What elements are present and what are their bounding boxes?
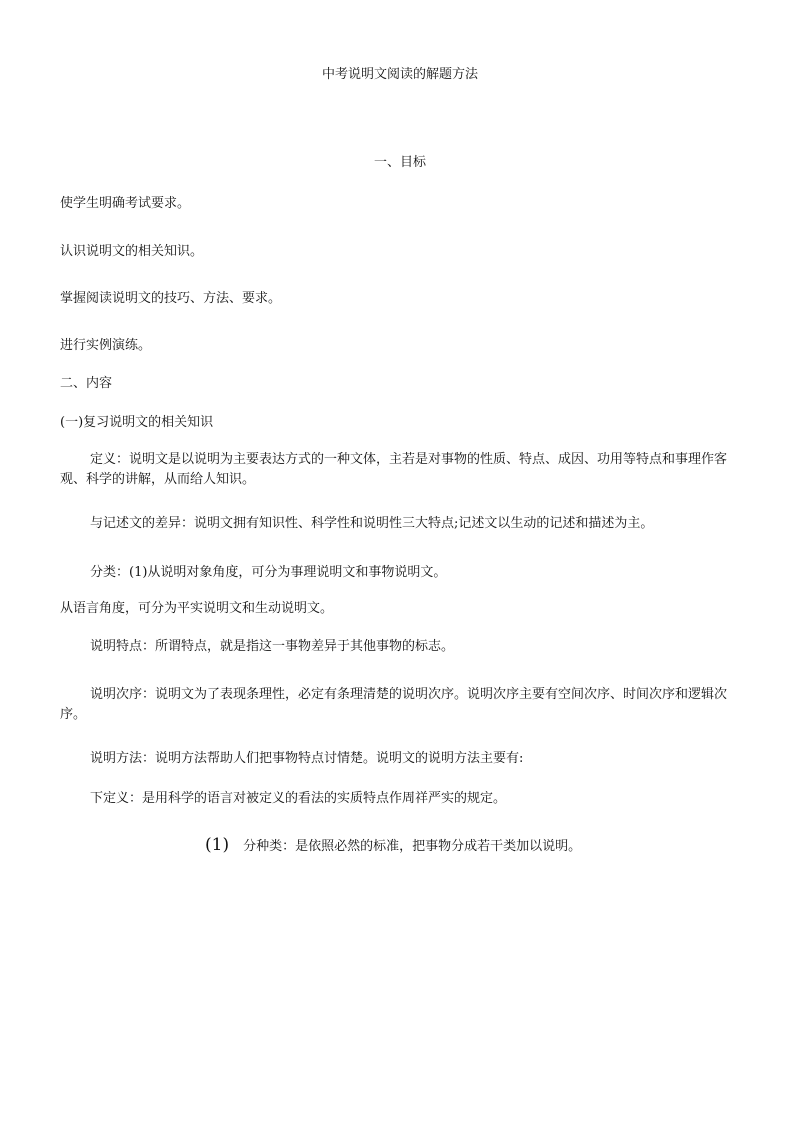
paragraph-classification-language: 从语言角度，可分为平实说明文和生动说明文。 bbox=[60, 601, 334, 616]
paragraph-method-classify bbox=[205, 836, 581, 856]
goal-item-3: 掌握阅读说明文的技巧、方法、要求。 bbox=[60, 291, 282, 306]
paragraph-classification: 分类：(1)从说明对象角度，可分为事理说明文和事物说明文。 bbox=[90, 565, 447, 580]
method-classify-text: 分种类：是依照必然的标准，把事物分成若干类加以说明。 bbox=[243, 839, 582, 854]
paragraph-definition: 定义：说明文是以说明为主要表达方式的一种文体，主若是对事物的性质、特点、成因、功用等特点和事理作客观、科学的讲解，从而给人知识。 bbox=[60, 452, 728, 487]
section-heading-goals: 一、目标 bbox=[373, 155, 426, 170]
section-heading-content: 二、内容 bbox=[60, 376, 113, 391]
goal-item-2: 认识说明文的相关知识。 bbox=[60, 244, 204, 259]
list-number: (1) bbox=[205, 835, 230, 855]
paragraph-order: 说明次序：说明文为了表现条理性，必定有条理清楚的说明次序。说明次序主要有空间次序、时间次序和逻辑次序。 bbox=[60, 687, 728, 722]
paragraph-difference: 与记述文的差异：说明文拥有知识性、科学性和说明性三大特点;记述文以生动的记述和描述为主。 bbox=[90, 516, 654, 531]
goal-item-4: 进行实例演练。 bbox=[60, 338, 152, 353]
paragraph-methods: 说明方法：说明方法帮助人们把事物特点讨情楚。说明文的说明方法主要有: bbox=[90, 751, 524, 766]
subsection-heading-review: (一)复习说明文的相关知识 bbox=[60, 415, 214, 430]
document-title: 中考说明文阅读的解题方法 bbox=[321, 67, 478, 82]
paragraph-method-definition: 下定义：是用科学的语言对被定义的看法的实质特点作周祥严实的规定。 bbox=[90, 791, 507, 806]
paragraph-features: 说明特点：所谓特点，就是指这一事物差异于其他事物的标志。 bbox=[90, 639, 455, 654]
goal-item-1: 使学生明确考试要求。 bbox=[60, 196, 191, 211]
